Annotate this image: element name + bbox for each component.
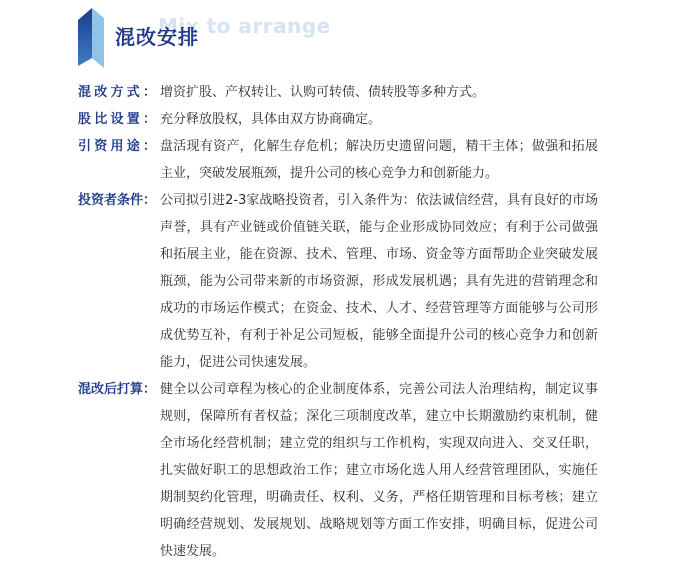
row-text: 健全以公司章程为核心的企业制度体系，完善公司法人治理结构，制定议事规则，保障所有者权益；深化三项制度改革，建立中长期激励约束机制，健全市场化经营机制；建立党的组织与工作机构，实现双向进入、交叉任职，扎实做好职工的思想政治工作；建立市场化选人用人经营管理团队，实施任期制契约化管理，明确责任、权利、义务，严格任期管理和目标考核；建立明确经营规划、发展规划、战略规划等方面工作安排，明确目标，促进公司快速发展。 <box>160 382 598 559</box>
row-reform-method <box>78 79 598 106</box>
section-header <box>78 8 498 68</box>
row-label: 混改方式： <box>78 85 156 100</box>
row-share-ratio <box>78 106 598 133</box>
header-accent-bar <box>78 8 104 68</box>
row-text: 增资扩股、产权转让、认购可转债、债转股等多种方式。 <box>160 85 486 100</box>
row-fund-usage <box>78 133 598 187</box>
row-text: 充分释放股权，具体由双方协商确定。 <box>160 112 382 127</box>
page-title: 混改安排 <box>115 25 199 49</box>
header-subtitle: Mix to arrange <box>158 14 331 38</box>
row-label: 混改后打算： <box>78 382 157 397</box>
row-text: 盘活现有资产，化解生存危机；解决历史遗留问题，精干主体；做强和拓展主业，突破发展瓶颈，提升公司的核心竞争力和创新能力。 <box>160 139 598 181</box>
row-label: 投资者条件： <box>78 193 157 208</box>
row-label: 引资用途： <box>78 139 156 154</box>
row-post-reform-plan <box>78 376 598 565</box>
row-label: 股比设置： <box>78 112 156 127</box>
row-investor-conditions <box>78 187 598 376</box>
row-text: 公司拟引进2-3家战略投资者，引入条件为：依法诚信经营，具有良好的市场声誉，具有产业链或价值链关联，能与企业形成协同效应；有利于公司做强和拓展主业，能在资源、技术、管理、市场、资金等方面帮助企业突破发展瓶颈，能为公司带来新的市场资源，形成发展机遇；具有先进的营销理念和成功的市场运作模式；在资金、技术、人才、经营管理等方面能够与公司形成优势互补，有利于补足公司短板，能够全面提升公司的核心竞争力和创新能力，促进公司快速发展。 <box>160 193 598 370</box>
content-list <box>78 79 598 565</box>
